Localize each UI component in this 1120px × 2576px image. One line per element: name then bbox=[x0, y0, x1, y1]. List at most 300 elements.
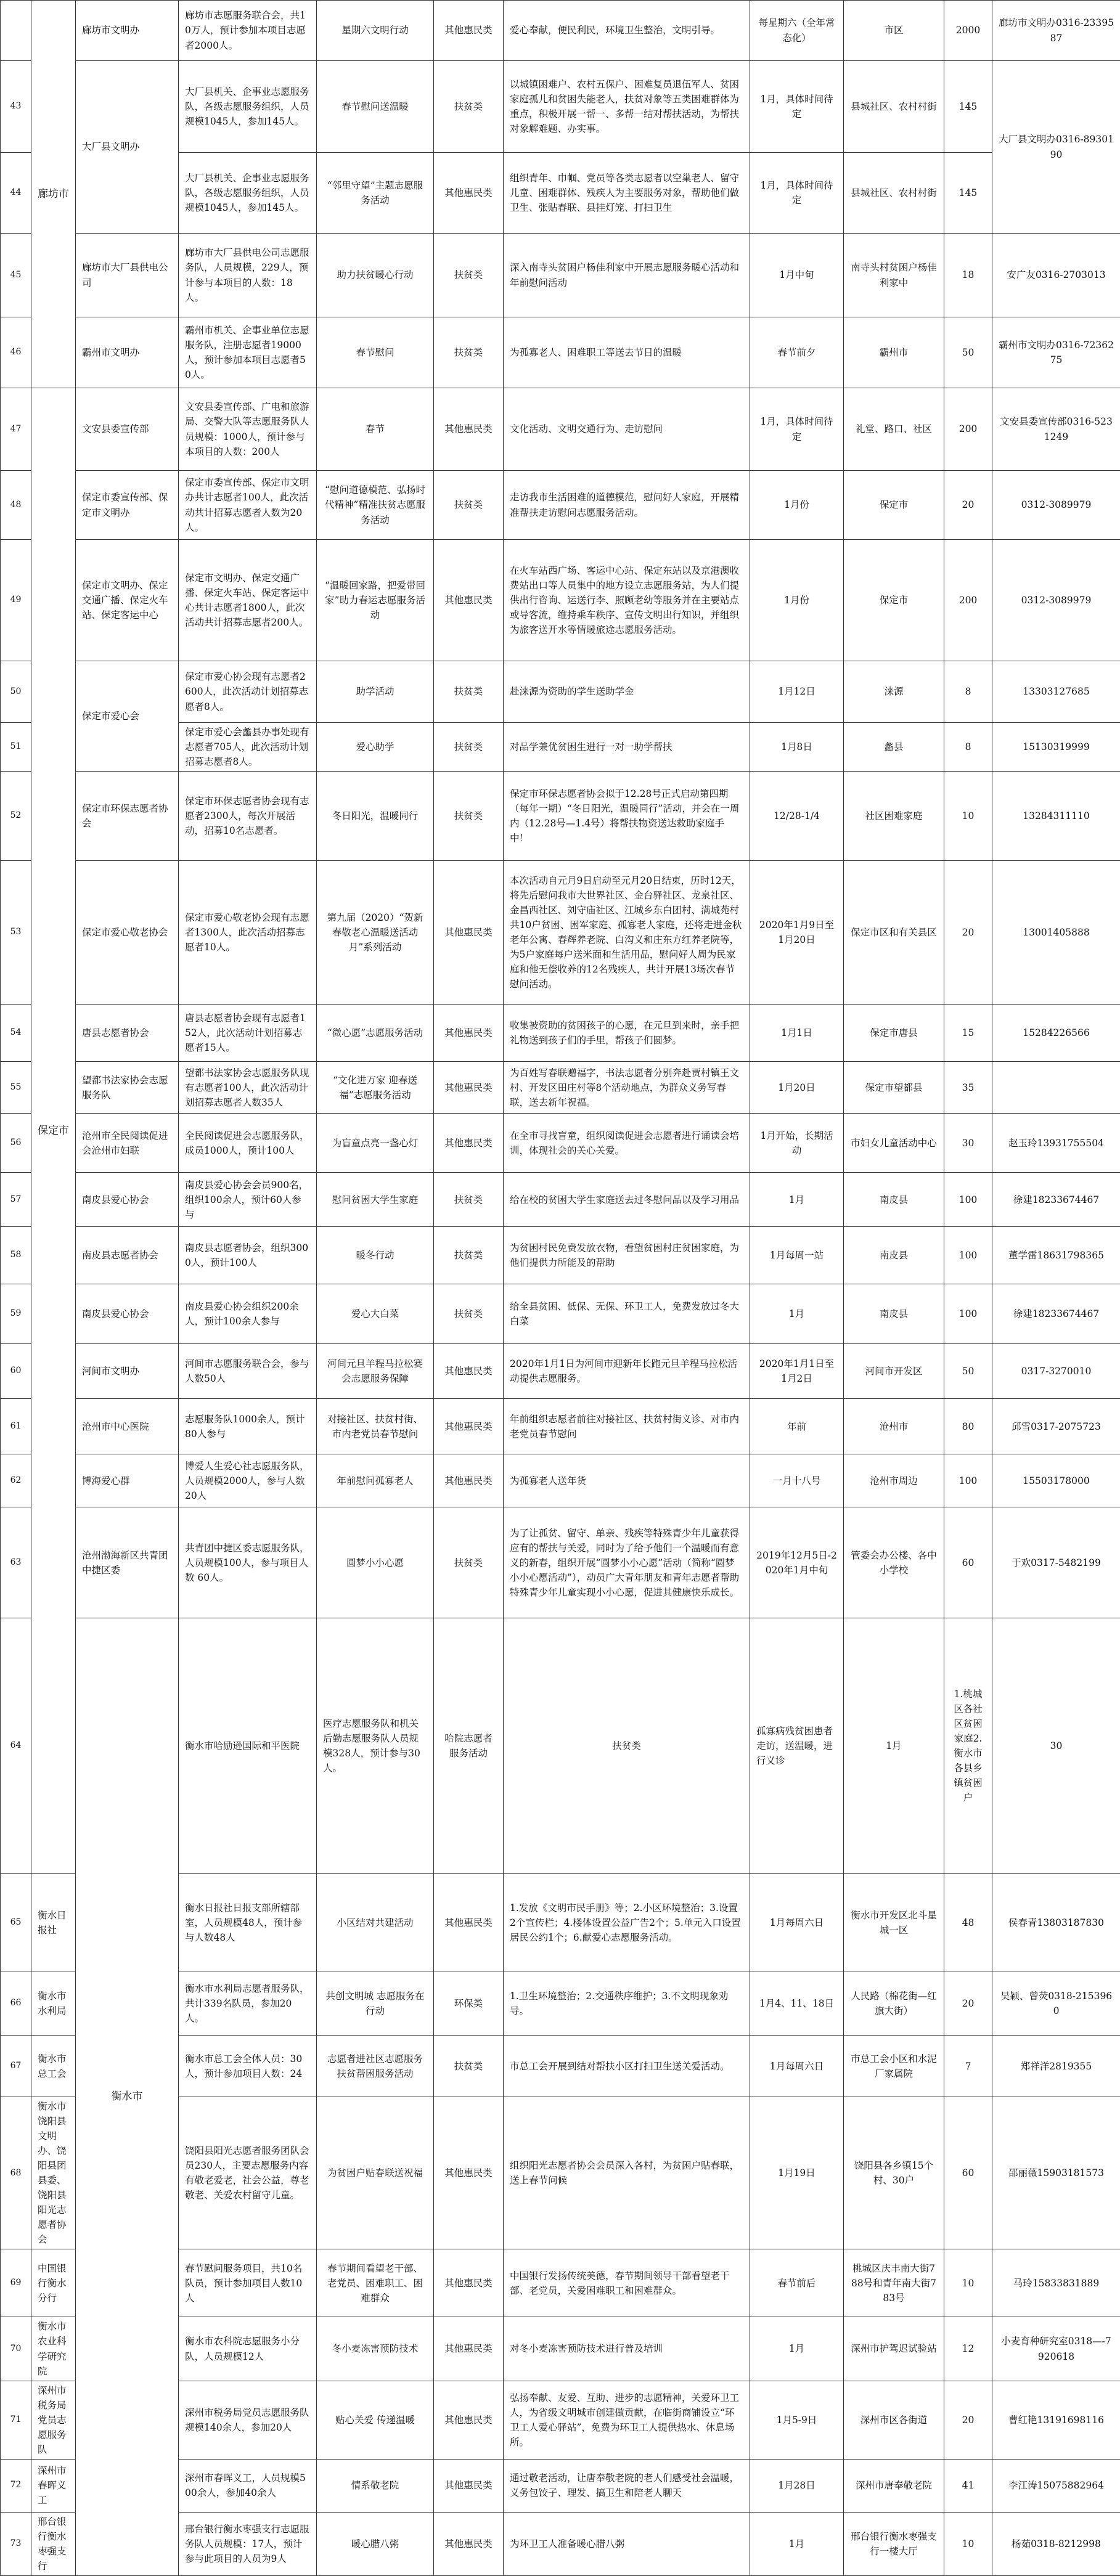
place-cell: 保定市唐县 bbox=[844, 1005, 944, 1062]
team-cell: 廊坊市志愿服务联合会，共10万人，预计参加本项目志愿者2000人。 bbox=[179, 1, 317, 61]
contact-cell: 郑祥洋2819355 bbox=[992, 2036, 1120, 2097]
type-cell: 其他惠民类 bbox=[434, 1454, 504, 1507]
content-cell: 为环卫工人准备暖心腊八粥 bbox=[504, 2512, 750, 2575]
content-cell: 孤寡病残贫困患者走访，送温暖，进行义诊 bbox=[750, 1618, 844, 1874]
content-cell: 文化活动、文明交通行为、走访慰问 bbox=[504, 388, 750, 471]
contact-cell: 0312-3089979 bbox=[992, 540, 1120, 661]
team-cell: 衡水市总工会全体人员：30人，预计参加项目人数：24 bbox=[179, 2036, 317, 2097]
count-cell: 50 bbox=[944, 317, 992, 388]
contact-cell: 霸州市文明办0316-7236275 bbox=[992, 317, 1120, 388]
project-cell: 助力扶贫暖心行动 bbox=[317, 234, 434, 317]
project-cell: “微心愿”志愿服务活动 bbox=[317, 1005, 434, 1062]
content-cell: 本次活动自元月9日启动至元月20日结束，历时12天，将先后慰问我市大世界社区、金台驿社区、龙泉社区、金昌西社区、刘守庙社区、江城乡东白团村、满城苑村共10户贫困、困军家庭、孤寡老人家庭，还将走进金秋老年公寓、春辉养老院、白沟义和庄东方红养老院等，为5户家庭每户送米面和生活用品，慰问好人周为民家庭和他无偿收养的12名残疾人，共计开展13场次春节慰问活动。 bbox=[504, 861, 750, 1005]
table-row bbox=[1, 471, 1120, 540]
time-cell: 2020年1月1日至1月2日 bbox=[750, 1344, 844, 1399]
contact-cell: 董学雷18631798365 bbox=[992, 1227, 1120, 1284]
project-cell: 贴心关爱 传递温暖 bbox=[317, 2381, 434, 2459]
content-cell: 为孤寡老人、困难职工等送去节日的温暖 bbox=[504, 317, 750, 388]
project-cell: 爱心助学 bbox=[317, 723, 434, 772]
row-number: 64 bbox=[1, 1618, 31, 1874]
table-row bbox=[1, 1114, 1120, 1173]
contact-cell: 曹红艳13191698116 bbox=[992, 2381, 1120, 2459]
time-cell: 1月每周六日 bbox=[750, 2036, 844, 2097]
row-number: 73 bbox=[1, 2512, 31, 2575]
project-cell: 为盲童点亮一盏心灯 bbox=[317, 1114, 434, 1173]
unit-cell: 文安县委宣传部 bbox=[76, 388, 179, 471]
project-cell: 春节 bbox=[317, 388, 434, 471]
row-number: 45 bbox=[1, 234, 31, 317]
count-cell: 30 bbox=[944, 1114, 992, 1173]
time-cell: 1月4、11、18日 bbox=[750, 1971, 844, 2036]
type-cell: 其他惠民类 bbox=[434, 1874, 504, 1971]
city-cell: 衡水市 bbox=[76, 1618, 179, 2576]
unit-cell: 沧州市中心医院 bbox=[76, 1399, 179, 1454]
count-cell: 7 bbox=[944, 2036, 992, 2097]
table-row bbox=[1, 1284, 1120, 1344]
unit-cell: 深州市春晖义工 bbox=[31, 2459, 76, 2512]
team-cell: 衡水日报社日报支部所辖部室，人员规模48人，预计参与人数48人 bbox=[179, 1874, 317, 1971]
content-cell: 给全县贫困、低保、无保、环卫工人，免费发放过冬大白菜 bbox=[504, 1284, 750, 1344]
place-cell: 县城社区、农村村街 bbox=[844, 153, 944, 234]
contact-cell: 吴颖、曾荧0318-2153960 bbox=[992, 1971, 1120, 2036]
unit-cell: 廊坊市文明办 bbox=[76, 1, 179, 61]
count-cell: 10 bbox=[944, 772, 992, 861]
team-cell: 邢台银行衡水枣强支行志愿服务队人员规模：17人，预计参与此项目的人员为9人 bbox=[179, 2512, 317, 2575]
table-row bbox=[1, 1454, 1120, 1507]
project-cell: 第九届（2020）“贺新春敬老心温暖送活动月”系列活动 bbox=[317, 861, 434, 1005]
table-row bbox=[1, 1618, 1120, 1874]
content-cell: 市总工会开展到结对帮扶小区打扫卫生送关爱活动。 bbox=[504, 2036, 750, 2097]
contact-cell: 侯春青13803187830 bbox=[992, 1874, 1120, 1971]
contact-cell: 于欢0317-5482199 bbox=[992, 1507, 1120, 1618]
content-cell: 给在校的贫困大学生家庭送去过冬慰问品以及学习用品 bbox=[504, 1173, 750, 1227]
contact-cell: 15284226566 bbox=[992, 1005, 1120, 1062]
type-cell: 其他惠民类 bbox=[434, 2317, 504, 2381]
contact-cell: 李江涛15075882964 bbox=[992, 2459, 1120, 2512]
unit-cell: 衡水市水利局 bbox=[31, 1971, 76, 2036]
count-cell: 2000 bbox=[944, 1, 992, 61]
place-cell: 霸州市 bbox=[844, 317, 944, 388]
contact-cell: 徐建18233674467 bbox=[992, 1284, 1120, 1344]
project-cell: 年前慰问孤寡老人 bbox=[317, 1454, 434, 1507]
row-number: 68 bbox=[1, 2097, 31, 2249]
team-cell: 南皮县爱心协会组织200余人，预计100余人参与 bbox=[179, 1284, 317, 1344]
row-number: 72 bbox=[1, 2459, 31, 2512]
team-cell: 唐县志愿者协会现有志愿者152人，此次活动计划招募志愿者15人。 bbox=[179, 1005, 317, 1062]
project-cell: 暖心腊八粥 bbox=[317, 2512, 434, 2575]
row-number: 46 bbox=[1, 317, 31, 388]
team-cell: 衡水市农科院志愿服务小分队，人员规模12人 bbox=[179, 2317, 317, 2381]
place-cell: 市总工会小区和水泥厂家属院 bbox=[844, 2036, 944, 2097]
type-cell: 其他惠民类 bbox=[434, 2381, 504, 2459]
project-cell: “文化进万家 迎春送福”志愿服务活动 bbox=[317, 1062, 434, 1114]
project-cell: 助学活动 bbox=[317, 661, 434, 723]
contact-cell: 0317-3270010 bbox=[992, 1344, 1120, 1399]
count-cell: 12 bbox=[944, 2317, 992, 2381]
content-cell: 1.卫生环境整治；2.交通秩序维护；3.不文明现象劝导。 bbox=[504, 1971, 750, 2036]
row-number: 52 bbox=[1, 772, 31, 861]
row-number: 50 bbox=[1, 661, 31, 723]
city-cell: 保定市 bbox=[31, 388, 76, 1874]
contact-cell bbox=[992, 1062, 1120, 1114]
count-cell: 200 bbox=[944, 388, 992, 471]
unit-cell: 博海爱心群 bbox=[76, 1454, 179, 1507]
contact-cell: 小麦育种研究室0318—-7920618 bbox=[992, 2317, 1120, 2381]
row-number: 58 bbox=[1, 1227, 31, 1284]
count-cell: 20 bbox=[944, 471, 992, 540]
team-cell: 南皮县爱心协会会员900名，组织100余人，预计60人参与 bbox=[179, 1173, 317, 1227]
place-cell: 县城社区、农村村街 bbox=[844, 61, 944, 153]
place-cell: 桃城区庆丰南大街788号和青年南大街783号 bbox=[844, 2249, 944, 2317]
place-cell: 饶阳县各乡镇15个村、30户 bbox=[844, 2097, 944, 2249]
content-cell: 弘扬奉献、友爱、互助、进步的志愿精神，关爱环卫工人，为省级文明城市创建做贡献，在临街商铺设立“环卫工人爱心驿站”，免费为环卫工人提供热水、休息场所。 bbox=[504, 2381, 750, 2459]
row-number: 56 bbox=[1, 1114, 31, 1173]
count-cell: 35 bbox=[944, 1062, 992, 1114]
row-number: 48 bbox=[1, 471, 31, 540]
place-cell: 深州市区各街道 bbox=[844, 2381, 944, 2459]
time-cell: 1月5-9日 bbox=[750, 2381, 844, 2459]
count-cell: 60 bbox=[944, 1507, 992, 1618]
table-row bbox=[1, 1227, 1120, 1284]
place-cell: 保定市 bbox=[844, 471, 944, 540]
count-cell: 20 bbox=[944, 1971, 992, 2036]
place-cell: 保定市区和有关县区 bbox=[844, 861, 944, 1005]
place-cell: 南皮县 bbox=[844, 1284, 944, 1344]
count-cell: 41 bbox=[944, 2459, 992, 2512]
time-cell: 2020年1月9日至1月20日 bbox=[750, 861, 844, 1005]
place-cell: 沧州市 bbox=[844, 1399, 944, 1454]
unit-cell: 中国银行衡水分行 bbox=[31, 2249, 76, 2317]
time-cell: 1月每周一站 bbox=[750, 1227, 844, 1284]
type-cell: 扶贫类 bbox=[434, 471, 504, 540]
row-number: 63 bbox=[1, 1507, 31, 1618]
table-row bbox=[1, 1344, 1120, 1399]
content-cell: 通过敬老活动，让唐奉敬老院的老人们感受社会温暖，义务包饺子、理发、搞卫生和陪老人聊天 bbox=[504, 2459, 750, 2512]
place-cell: 沧州市周边 bbox=[844, 1454, 944, 1507]
place-cell: 保定市 bbox=[844, 540, 944, 661]
content-cell: 在火车站西广场、客运中心站、保定东站以及京港澳收费站出口等人员集中的地方设立志愿服务站，为人们提供出行咨询、运送行李、照顾老幼等服务并在主要站点或导客流，维持乘车秩序、宣传文明出行知识，并组织为旅客送开水等情暖旅途志愿服务活动。 bbox=[504, 540, 750, 661]
unit-cell: 衡水市总工会 bbox=[31, 2036, 76, 2097]
type-cell: 其他惠民类 bbox=[434, 2512, 504, 2575]
team-cell: 衡水市水利局志愿者服务队，共计339名队员，参加20人。 bbox=[179, 1971, 317, 2036]
table-row bbox=[1, 1173, 1120, 1227]
row-number: 57 bbox=[1, 1173, 31, 1227]
time-cell: 1月19日 bbox=[750, 2097, 844, 2249]
unit-cell: 望都书法家协会志愿服务队 bbox=[76, 1062, 179, 1114]
table-row bbox=[1, 234, 1120, 317]
time-cell: 1月份 bbox=[750, 471, 844, 540]
place-cell: 邢台银行衡水枣强支行一楼大厅 bbox=[844, 2512, 944, 2575]
type-cell: 其他惠民类 bbox=[434, 153, 504, 234]
time-cell: 2019年12月5日-2020年1月中旬 bbox=[750, 1507, 844, 1618]
time-cell: 1月8日 bbox=[750, 723, 844, 772]
contact-cell: 邵丽薇15903181573 bbox=[992, 2097, 1120, 2249]
type-cell: 扶贫类 bbox=[434, 61, 504, 153]
type-cell: 其他惠民类 bbox=[434, 2459, 504, 2512]
content-cell: 2020年1月1日为河间市迎新年长跑元旦羊程马拉松活动提供志愿服务。 bbox=[504, 1344, 750, 1399]
content-cell: 年前组织志愿者前往对接社区、扶贫村街义诊、对市内老党员春节慰问 bbox=[504, 1399, 750, 1454]
project-cell: 共创文明城 志愿服务在行动 bbox=[317, 1971, 434, 2036]
team-cell: 共青团中捷区委志愿服务队，人员规模100人，参与项目人数 60人。 bbox=[179, 1507, 317, 1618]
project-cell: 慰问贫困大学生家庭 bbox=[317, 1173, 434, 1227]
row-number bbox=[1, 1, 31, 61]
type-cell: 其他惠民类 bbox=[434, 1114, 504, 1173]
type-cell: 扶贫类 bbox=[434, 1284, 504, 1344]
count-cell: 200 bbox=[944, 540, 992, 661]
count-cell: 100 bbox=[944, 1227, 992, 1284]
project-cell: 春节慰问送温暖 bbox=[317, 61, 434, 153]
time-cell: 春节前夕 bbox=[750, 317, 844, 388]
unit-cell: 深州市税务局党员志愿服务队 bbox=[31, 2381, 76, 2459]
time-cell: 1月 bbox=[750, 2512, 844, 2575]
count-cell: 8 bbox=[944, 723, 992, 772]
project-cell: 春节期间看望老干部、老党员、困难职工、困难群众 bbox=[317, 2249, 434, 2317]
type-cell: 扶贫类 bbox=[434, 661, 504, 723]
row-number: 69 bbox=[1, 2249, 31, 2317]
content-cell: 为百姓写春联赠福字，书法志愿者分别奔赴贾村镇王文村、开发区田庄村等8个活动地点，为群众义务写春联，送去新年祝福。 bbox=[504, 1062, 750, 1114]
row-number: 59 bbox=[1, 1284, 31, 1344]
content-cell: 保定市环保志愿者协会拟于12.28号正式启动第四期（每年一期）“冬日阳光，温暖同行”活动，并会在一周内（12.28号—1.4号）将帮扶物资送达救助家庭手中！ bbox=[504, 772, 750, 861]
team-cell: 深州市春晖义工，人员规模500余人，参加40余人 bbox=[179, 2459, 317, 2512]
time-cell: 春节前后 bbox=[750, 2249, 844, 2317]
team-cell: 大厂县机关、企事业志愿服务队，各级志愿服务组织，人员规模1045人，参加145人。 bbox=[179, 61, 317, 153]
unit-cell: 廊坊市大厂县供电公司 bbox=[76, 234, 179, 317]
row-number: 61 bbox=[1, 1399, 31, 1454]
content-cell: 深入南寺头贫困户杨佳利家中开展志愿服务暖心活动和年前慰问活动 bbox=[504, 234, 750, 317]
contact-cell: 13284311110 bbox=[992, 772, 1120, 861]
place-cell: 涞源 bbox=[844, 661, 944, 723]
unit-cell: 保定市委宣传部、保定市文明办 bbox=[76, 471, 179, 540]
project-cell: 冬小麦冻害预防技术 bbox=[317, 2317, 434, 2381]
project-cell: 河间元旦羊程马拉松赛会志愿服务保障 bbox=[317, 1344, 434, 1399]
project-cell: 冬日阳光，温暖同行 bbox=[317, 772, 434, 861]
count-cell: 100 bbox=[944, 1284, 992, 1344]
type-cell: 扶贫类 bbox=[434, 1227, 504, 1284]
type-cell: 扶贫类 bbox=[434, 234, 504, 317]
time-cell: 年前 bbox=[750, 1399, 844, 1454]
project-cell: 情系敬老院 bbox=[317, 2459, 434, 2512]
count-cell: 80 bbox=[944, 1399, 992, 1454]
table-row bbox=[1, 540, 1120, 661]
unit-cell: 沧州渤海新区共青团中捷区委 bbox=[76, 1507, 179, 1618]
place-cell: 1.桃城区各社区贫困家庭2.衡水市各县乡镇贫困户 bbox=[944, 1618, 992, 1874]
time-cell: 1月12日 bbox=[750, 661, 844, 723]
content-cell: 组织青年、巾帼、党员等各类志愿者以空巢老人、留守儿童、困难群体、残疾人为主要服务对象，帮助他们做卫生、张贴春联、县挂灯笼、打扫卫生 bbox=[504, 153, 750, 234]
unit-cell: 保定市爱心敬老协会 bbox=[76, 861, 179, 1005]
time-cell: 1月份 bbox=[750, 540, 844, 661]
unit-cell: 霸州市文明办 bbox=[76, 317, 179, 388]
project-cell: “邻里守望”主题志愿服务活动 bbox=[317, 153, 434, 234]
time-cell: 1月每周六日 bbox=[750, 1874, 844, 1971]
contact-cell: 0312-3089979 bbox=[992, 471, 1120, 540]
count-cell: 8 bbox=[944, 661, 992, 723]
team-cell: 全民阅读促进会志愿服务队，成员1000人，预计100人 bbox=[179, 1114, 317, 1173]
table-row bbox=[1, 61, 1120, 153]
row-number: 55 bbox=[1, 1062, 31, 1114]
place-cell: 市妇女儿童活动中心 bbox=[844, 1114, 944, 1173]
team-cell: 志愿服务队1000余人，预计80人参与 bbox=[179, 1399, 317, 1454]
contact-cell: 赵玉玲13931755504 bbox=[992, 1114, 1120, 1173]
team-cell: 深州市税务局党员志愿服务队规模140余人，参加20人 bbox=[179, 2381, 317, 2459]
team-cell: 保定市委宣传部、保定市文明办共计志愿者100人，此次活动共计招募志愿者人数为20人。 bbox=[179, 471, 317, 540]
content-cell: 1.发放《文明市民手册》等；2.小区环境整治；3.设置2个宣传栏；4.楼体设置公益广告2个；5.单元入口设置居民公约1个；6.献爱心志愿服务活动。 bbox=[504, 1874, 750, 1971]
table-row bbox=[1, 1005, 1120, 1062]
place-cell: 市区 bbox=[844, 1, 944, 61]
project-cell: 圆梦小小心愿 bbox=[317, 1507, 434, 1618]
project-cell: 春节慰问 bbox=[317, 317, 434, 388]
team-cell: 保定市环保志愿者协会现有志愿者2300人，每次开展活动，招募10名志愿者。 bbox=[179, 772, 317, 861]
team-cell: 保定市文明办、保定交通广播、保定火车站、保定客运中心共计志愿者1800人，此次活动共计招募志愿者200人。 bbox=[179, 540, 317, 661]
count-cell: 20 bbox=[944, 2381, 992, 2459]
unit-cell: 沧州市全民阅读促进会沧州市妇联 bbox=[76, 1114, 179, 1173]
place-cell: 保定市望都县 bbox=[844, 1062, 944, 1114]
contact-cell: 15130319999 bbox=[992, 723, 1120, 772]
type-cell: 其他惠民类 bbox=[434, 861, 504, 1005]
count-cell: 145 bbox=[944, 153, 992, 234]
time-cell: 1月 bbox=[844, 1618, 944, 1874]
time-cell: 1月20日 bbox=[750, 1062, 844, 1114]
content-cell: 对冬小麦冻害预防技术进行普及培训 bbox=[504, 2317, 750, 2381]
table-row bbox=[1, 1399, 1120, 1454]
time-cell: 1月1日 bbox=[750, 1005, 844, 1062]
contact-cell: 廊坊市文明办0316-2339587 bbox=[992, 1, 1120, 61]
row-number: 54 bbox=[1, 1005, 31, 1062]
row-number: 44 bbox=[1, 153, 31, 234]
row-number: 67 bbox=[1, 2036, 31, 2097]
time-cell: 1月 bbox=[750, 2317, 844, 2381]
content-cell: 赴涞源为资助的学生送助学金 bbox=[504, 661, 750, 723]
count-cell: 48 bbox=[944, 1874, 992, 1971]
content-cell: 走访我市生活困难的道德模范，慰问好人家庭，开展精准帮扶走访慰问志愿服务活动。 bbox=[504, 471, 750, 540]
type-cell: 其他惠民类 bbox=[434, 2097, 504, 2249]
team-cell: 博爱人生爱心社志愿服务队，人员规模2000人，参与人数20人 bbox=[179, 1454, 317, 1507]
count-cell: 100 bbox=[944, 1173, 992, 1227]
count-cell: 10 bbox=[944, 2512, 992, 2575]
type-cell: 其他惠民类 bbox=[434, 1399, 504, 1454]
count-cell: 30 bbox=[992, 1618, 1120, 1874]
type-cell: 扶贫类 bbox=[434, 1507, 504, 1618]
time-cell: 12/28-1/4 bbox=[750, 772, 844, 861]
count-cell: 60 bbox=[944, 2097, 992, 2249]
project-cell: 星期六文明行动 bbox=[317, 1, 434, 61]
row-number: 47 bbox=[1, 388, 31, 471]
unit-cell: 保定市文明办、保定交通广播、保定火车站、保定客运中心 bbox=[76, 540, 179, 661]
team-cell: 霸州市机关、企事业单位志愿服务队，注册志愿者19000人，预计参加本项目志愿者50人。 bbox=[179, 317, 317, 388]
unit-cell: 河间市文明办 bbox=[76, 1344, 179, 1399]
count-cell: 18 bbox=[944, 234, 992, 317]
team-cell: 饶阳县阳光志愿者服务团队会员230人，主要志愿服务内容有敬老爱老，社会公益，尊老敬老、关爱农村留守儿童。 bbox=[179, 2097, 317, 2249]
project-cell: 暖冬行动 bbox=[317, 1227, 434, 1284]
contact-cell: 徐建18233674467 bbox=[992, 1173, 1120, 1227]
team-cell: 春节慰问服务项目，共10名队员，预计参加项目人数10人 bbox=[179, 2249, 317, 2317]
unit-cell: 衡水市哈励逊国际和平医院 bbox=[179, 1618, 317, 1874]
type-cell: 其他惠民类 bbox=[434, 1344, 504, 1399]
type-cell: 其他惠民类 bbox=[434, 388, 504, 471]
row-number: 62 bbox=[1, 1454, 31, 1507]
count-cell: 10 bbox=[944, 2249, 992, 2317]
contact-cell: 13303127685 bbox=[992, 661, 1120, 723]
team-cell: 文安县委宣传部、广电和旅游局、交警大队等志愿服务队人员规模：1000人，预计参与本项目的人数：200人 bbox=[179, 388, 317, 471]
table-row bbox=[1, 317, 1120, 388]
row-number: 53 bbox=[1, 861, 31, 1005]
team-cell: 南皮县志愿者协会，组织3000人，预计100人 bbox=[179, 1227, 317, 1284]
row-number: 70 bbox=[1, 2317, 31, 2381]
content-cell: 爱心奉献，便民利民，环境卫生整治，文明引导。 bbox=[504, 1, 750, 61]
content-cell: 组织阳光志愿者协会会员深入各村，为贫困户贴春联，送上春节问候 bbox=[504, 2097, 750, 2249]
team-cell: 保定市爱心会蠡县办事处现有志愿者705人，此次活动计划招募志愿者8人。 bbox=[179, 723, 317, 772]
table-row bbox=[1, 1507, 1120, 1618]
contact-cell: 15503178000 bbox=[992, 1454, 1120, 1507]
time-cell: 一月十八号 bbox=[750, 1454, 844, 1507]
row-number: 65 bbox=[1, 1874, 31, 1971]
row-number: 51 bbox=[1, 723, 31, 772]
row-number: 43 bbox=[1, 61, 31, 153]
row-number: 60 bbox=[1, 1344, 31, 1399]
unit-cell: 保定市环保志愿者协会 bbox=[76, 772, 179, 861]
place-cell: 南寺头村贫困户杨佳利家中 bbox=[844, 234, 944, 317]
contact-cell: 杨茹0318-8212998 bbox=[992, 2512, 1120, 2575]
time-cell: 1月 bbox=[750, 1284, 844, 1344]
project-cell: 小区结对共建活动 bbox=[317, 1874, 434, 1971]
time-cell: 1月中旬 bbox=[750, 234, 844, 317]
team-cell: 保定市爱心敬老协会现有志愿者1300人，此次活动招募志愿者10人。 bbox=[179, 861, 317, 1005]
table-row bbox=[1, 1062, 1120, 1114]
type-cell: 其他惠民类 bbox=[434, 1, 504, 61]
project-cell: 志愿者进社区志愿服务扶贫帮困服务活动 bbox=[317, 2036, 434, 2097]
type-cell: 其他惠民类 bbox=[434, 1062, 504, 1114]
contact-cell: 文安县委宣传部0316-5231249 bbox=[992, 388, 1120, 471]
place-cell: 深州市护驾迟试验站 bbox=[844, 2317, 944, 2381]
row-number: 66 bbox=[1, 1971, 31, 2036]
count-cell: 20 bbox=[944, 861, 992, 1005]
unit-cell: 南皮县爱心协会 bbox=[76, 1284, 179, 1344]
team-cell: 河间市志愿服务联合会，参与人数50人 bbox=[179, 1344, 317, 1399]
content-cell: 对品学兼优贫困生进行一对一助学帮扶 bbox=[504, 723, 750, 772]
contact-cell: 13001405888 bbox=[992, 861, 1120, 1005]
type-cell: 其他惠民类 bbox=[434, 1005, 504, 1062]
count-cell: 50 bbox=[944, 1344, 992, 1399]
table-row bbox=[1, 388, 1120, 471]
time-cell: 1月28日 bbox=[750, 2459, 844, 2512]
place-cell: 人民路（棉花街—红旗大街） bbox=[844, 1971, 944, 2036]
place-cell: 河间市开发区 bbox=[844, 1344, 944, 1399]
team-cell: 保定市爱心协会现有志愿者2600人，此次活动计划招募志愿者8人。 bbox=[179, 661, 317, 723]
unit-cell: 保定市爱心会 bbox=[76, 661, 179, 772]
type-cell: 扶贫类 bbox=[434, 317, 504, 388]
unit-cell: 南皮县爱心协会 bbox=[76, 1173, 179, 1227]
unit-cell: 衡水日报社 bbox=[31, 1874, 76, 1971]
unit-cell: 衡水市饶阳县文明办、饶阳县团县委、饶阳县阳光志愿者协会 bbox=[31, 2097, 76, 2249]
unit-cell: 衡水市农业科学研究院 bbox=[31, 2317, 76, 2381]
type-cell: 扶贫类 bbox=[434, 772, 504, 861]
project-cell: 对接社区、扶贫村街、市内老党员春节慰问 bbox=[317, 1399, 434, 1454]
table-row bbox=[1, 1, 1120, 61]
unit-cell: 大厂县文明办 bbox=[76, 61, 179, 234]
count-cell: 100 bbox=[944, 1454, 992, 1507]
type-cell: 其他惠民类 bbox=[434, 2249, 504, 2317]
count-cell: 15 bbox=[944, 1005, 992, 1062]
team-cell: 大厂县机关、企事业志愿服务队，各级志愿服务组织，人员规模1045人，参加145人。 bbox=[179, 153, 317, 234]
table-row bbox=[1, 772, 1120, 861]
city-cell: 廊坊市 bbox=[31, 1, 76, 388]
project-cell: 哈院志愿者服务活动 bbox=[434, 1618, 504, 1874]
content-cell: 为孤寡老人送年货 bbox=[504, 1454, 750, 1507]
type-cell: 其他惠民类 bbox=[434, 540, 504, 661]
contact-cell: 安广友0316-2703013 bbox=[992, 234, 1120, 317]
row-number: 49 bbox=[1, 540, 31, 661]
type-cell: 扶贫类 bbox=[434, 2036, 504, 2097]
time-cell: 1月，具体时间待定 bbox=[750, 61, 844, 153]
